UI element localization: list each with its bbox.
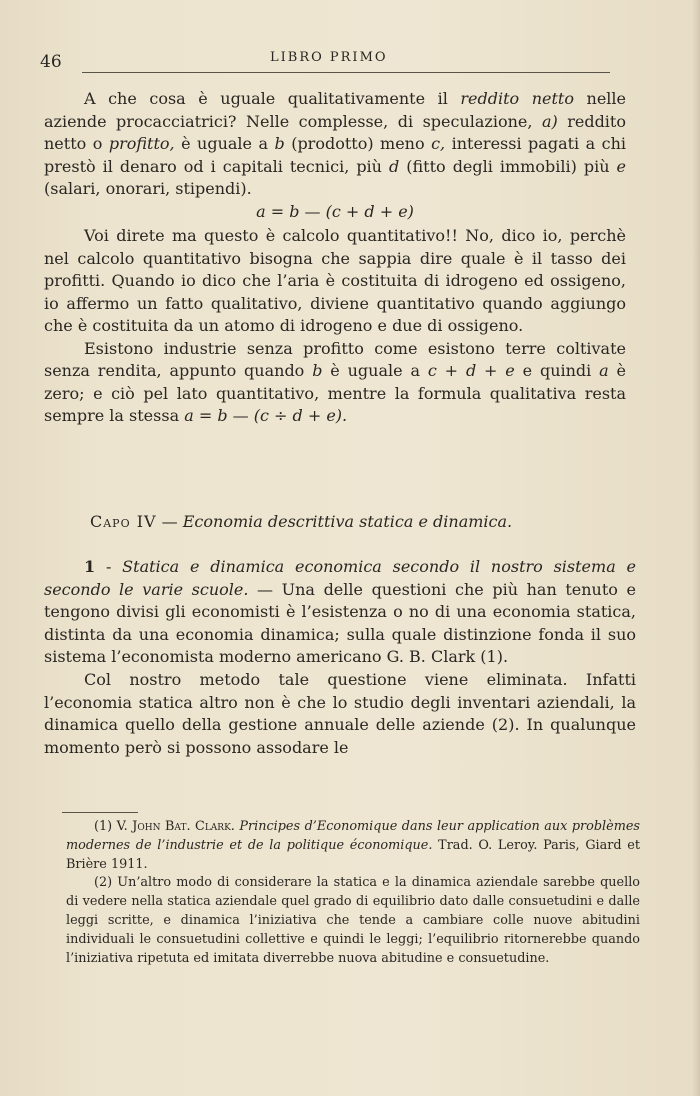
main-text (44, 88, 626, 428)
header-rule (82, 72, 610, 73)
text-run: (fitto degli immobili) più (399, 156, 617, 176)
footnote-rule (62, 812, 138, 813)
text-italic: a = b — (c ÷ d + e). (184, 406, 348, 425)
section-text: — Una delle questioni che più han tenuto e tengono divisi gli economisti è l’esistenza o no di una economia statica, distinta da una economia dinamica; sulla quale distinzione fonda il suo sistema l’economista moderno americano G. B. Clark (1). (44, 579, 636, 667)
chapter-heading (90, 512, 512, 531)
text-run: e quindi (514, 361, 600, 380)
page-number: 46 (40, 52, 62, 72)
text-run: è uguale a (174, 134, 275, 153)
text-run: reddito netto o (44, 111, 626, 153)
text-italic: profitto, (108, 134, 175, 153)
text-italic: reddito netto (460, 89, 574, 108)
chapter-dash: — (156, 512, 183, 531)
text-italic: e (616, 156, 626, 176)
section-number: 1 (84, 557, 96, 576)
text-italic: a) (541, 111, 558, 131)
section-title: Statica e dinamica economica secondo il nostro sistema e secondo le varie scuole. (44, 557, 637, 599)
paragraph-1 (44, 88, 626, 201)
paragraph-2: Voi direte ma questo è calcolo quantitativo!! No, dico io, perchè nel calcolo quantitativo bisogna che sappia dire quale è il tasso dei profitti. Quando io dico che l’aria è costituita di idrogeno ed ossigeno, io affermo un fatto qualitativo, diviene quantitativo quando aggiungo che è costituita da un atomo di idrogeno e due di ossigeno. (44, 226, 626, 335)
footnote-1 (66, 818, 640, 874)
footnote-text: Trad. O. Leroy. Paris, Giard et Brière 1911. (66, 837, 641, 872)
text-run: interessi pagati a chi prestò il denaro od i capitali tecnici, più (44, 134, 627, 176)
text-run: (prodotto) meno (284, 134, 432, 153)
page-header (40, 48, 612, 72)
footnotes (66, 818, 640, 968)
text-italic: b (274, 134, 285, 153)
page-edge-shadow (692, 0, 700, 1096)
text-italic: b (312, 361, 323, 380)
section-1-paragraph-2: Col nostro metodo tale questione viene eliminata. Infatti l’economia statica altro non è che lo studio degli inventari aziendali, la dinamica quello della gestione annuale delle aziende (2). In qualunque momento però si possono assodare le (44, 669, 636, 757)
text-italic: a (599, 361, 609, 380)
text-run: A che cosa è uguale qualitativamente il (84, 89, 461, 108)
footnote-author: John Bat. Clark. (132, 819, 235, 834)
paragraph-3 (44, 338, 626, 428)
text-italic: c, (431, 134, 446, 153)
text-run: nelle aziende procacciatrici? Nelle complesse, di speculazione, (44, 89, 627, 131)
footnote-marker: (1) V. (94, 819, 133, 834)
text-italic: c + d + e (427, 361, 515, 380)
text-run: (salari, onorari, stipendi). (44, 179, 252, 198)
section-dash: - (95, 557, 123, 576)
formula: a = b — (c + d + e) (256, 201, 414, 221)
text-italic: d (389, 156, 400, 176)
running-head: LIBRO PRIMO (270, 50, 388, 65)
section-1 (44, 556, 636, 759)
footnote-2: (2) Un’altro modo di considerare la statica e la dinamica aziendale sarebbe quello di vedere nella statica aziendale quel grado di equilibrio dato dalle consuetudini e dalle leggi scritte, e dinamica l’iniziativa che tende a cambiare colle nuove abitudini individuali le consuetudini collettive e quindi le leggi; l’equilibrio ritornerebbe quando l’iniziativa ripetuta ed imitata diverrebbe nuova abitudine e consuetudine. (66, 875, 640, 966)
section-1-paragraph-1 (44, 556, 636, 669)
text-run: è zero; e ciò pel lato quantitativo, mentre la formula qualitativa resta sempre la stessa (44, 361, 627, 425)
chapter-title: Economia descrittiva statica e dinamica. (182, 512, 513, 531)
chapter-label: Capo IV (90, 512, 157, 531)
text-run: Esistono industrie senza profitto come esistono terre coltivate senza rendita, appunto quando (44, 338, 626, 380)
text-run: è uguale a (322, 361, 428, 380)
footnote-title: Principes d’Economique dans leur application aux problèmes modernes de l’industrie et de la politique économique. (66, 819, 640, 853)
